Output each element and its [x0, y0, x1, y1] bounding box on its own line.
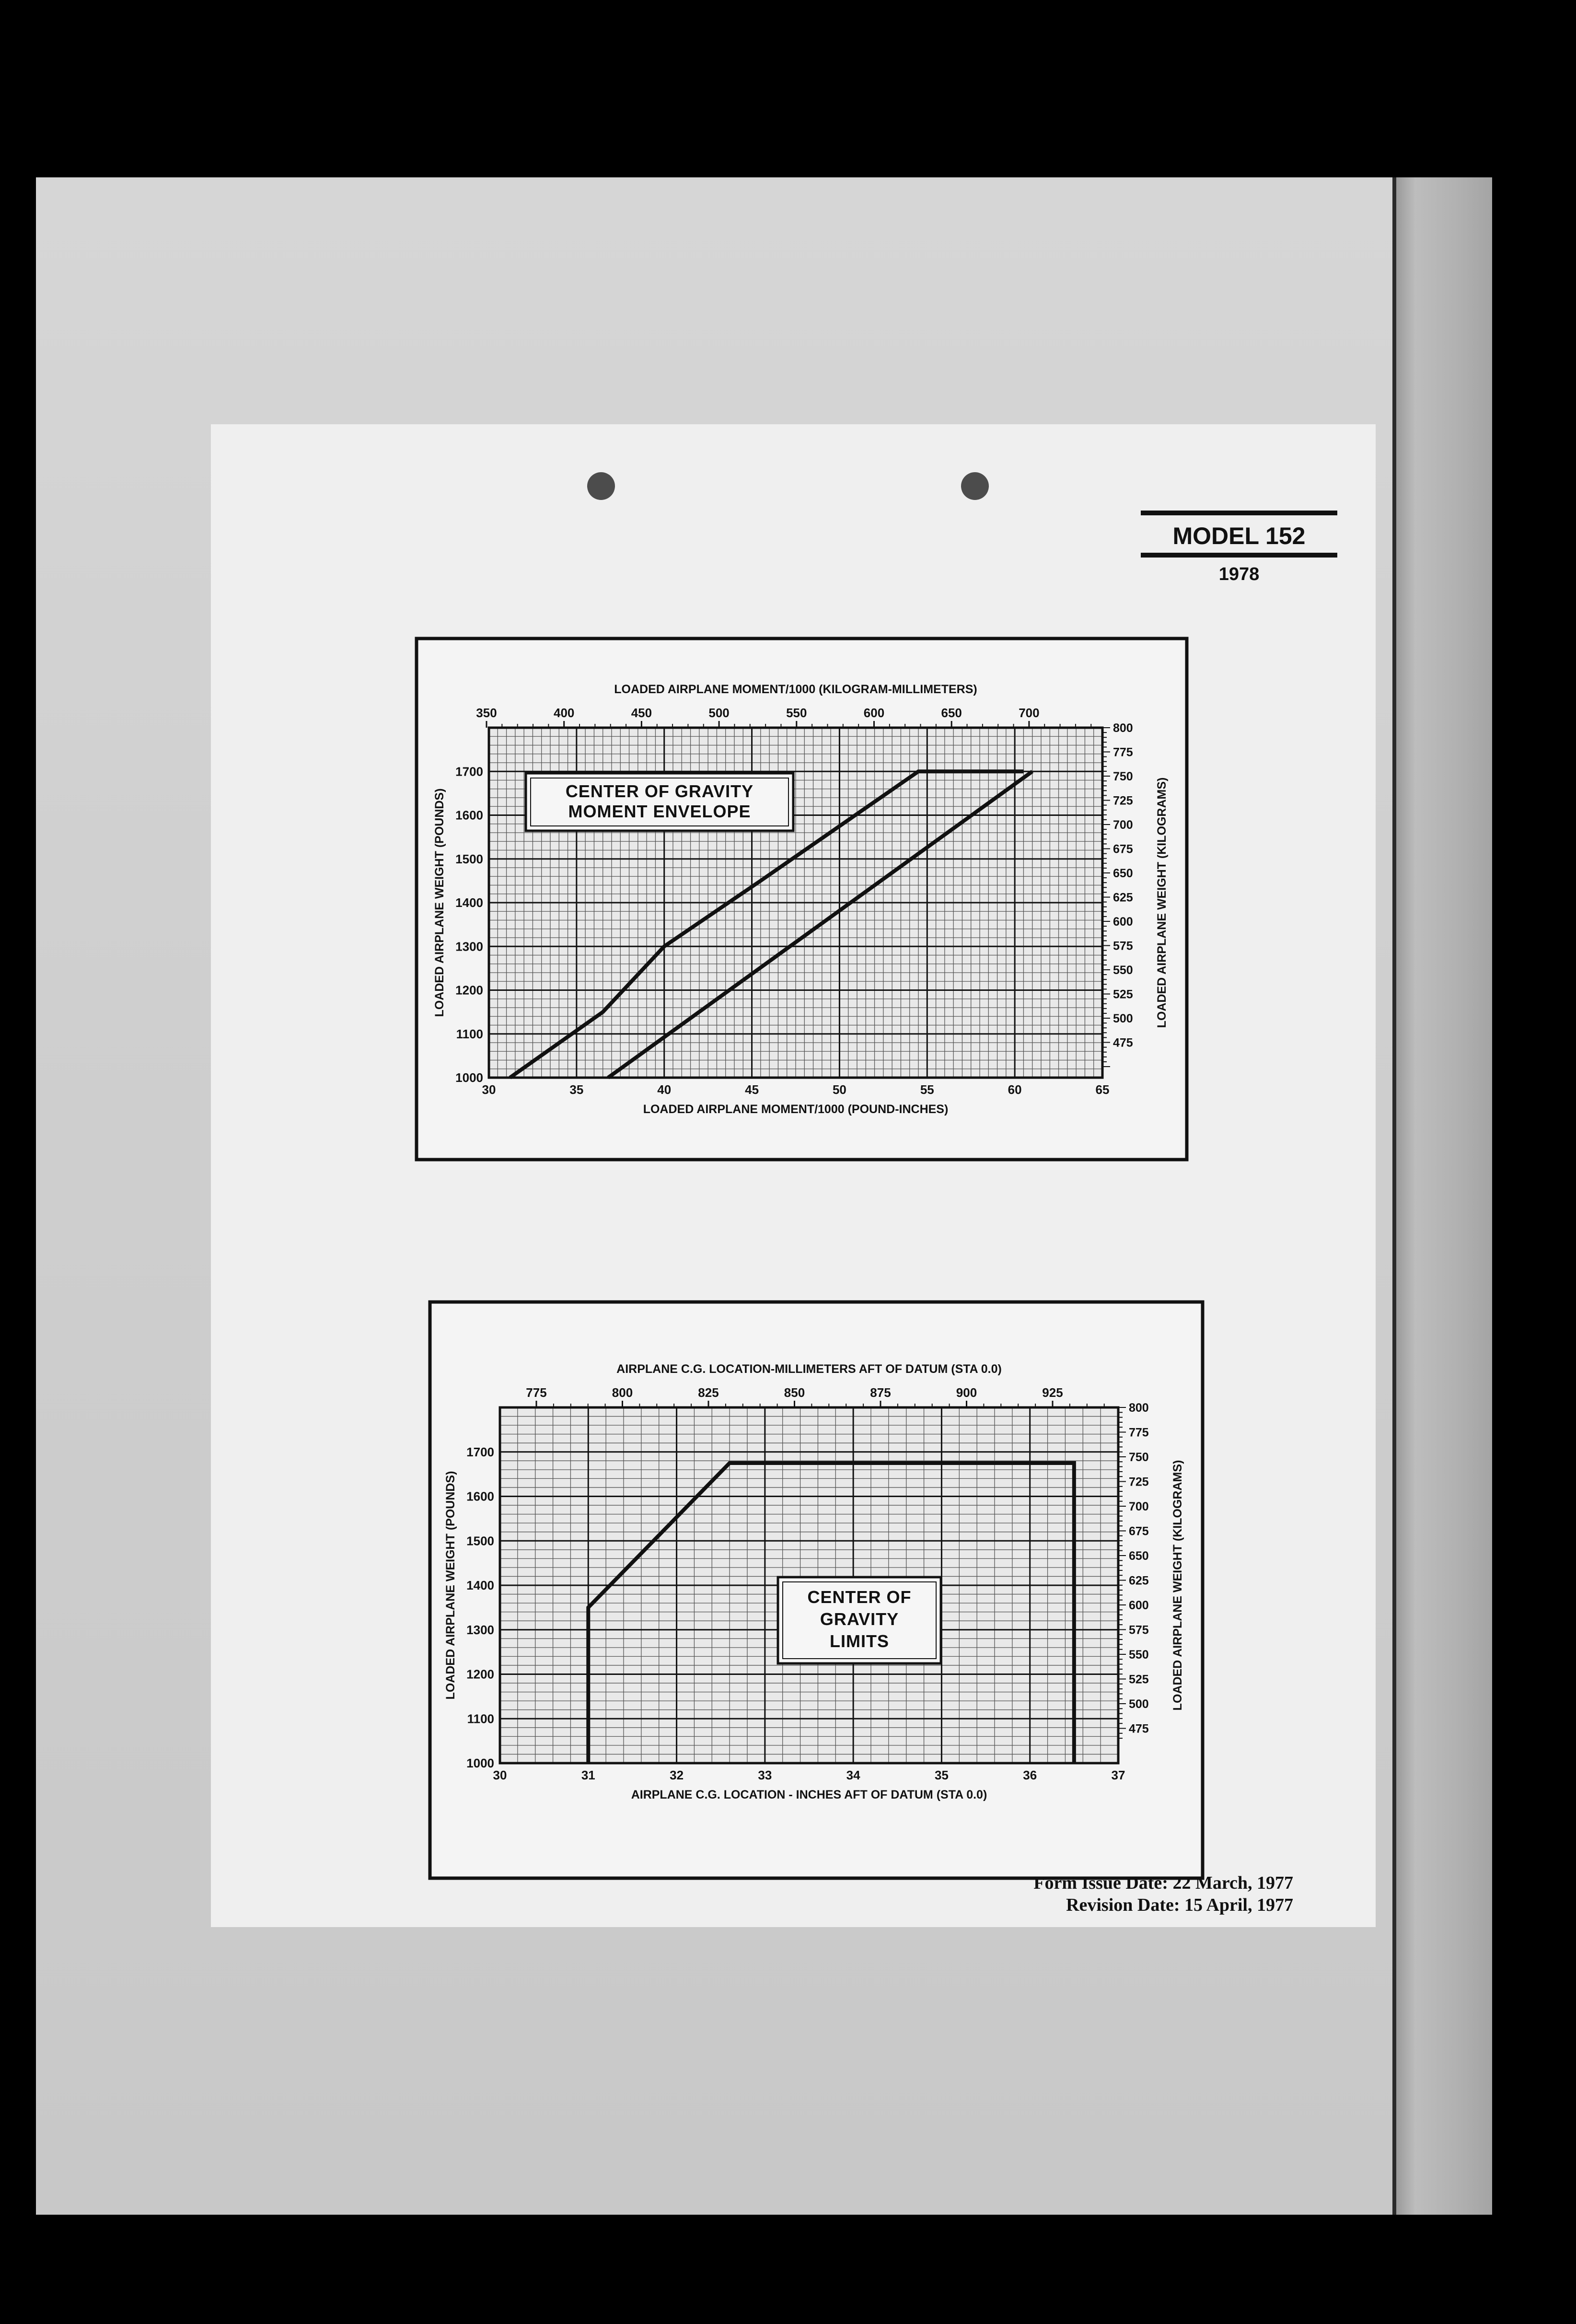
x-tick-label: 65 — [1095, 1082, 1110, 1097]
chart-title-line: CENTER OF — [807, 1587, 912, 1607]
y2-tick-label: 700 — [1129, 1500, 1149, 1513]
y2-tick-label: 700 — [1113, 818, 1133, 832]
x-tick-label: 30 — [482, 1082, 496, 1097]
y2-tick-label: 625 — [1113, 891, 1133, 905]
x-tick-label: 35 — [934, 1768, 949, 1782]
x-tick-label: 36 — [1023, 1768, 1037, 1782]
y2-tick-label: 675 — [1113, 842, 1133, 856]
y2-axis-title: LOADED AIRPLANE WEIGHT (KILOGRAMS) — [1171, 1460, 1184, 1711]
chart-title-line: GRAVITY — [820, 1609, 899, 1629]
y2-tick-label: 750 — [1129, 1451, 1149, 1464]
y-tick-label: 1600 — [455, 808, 483, 823]
x2-tick-label: 600 — [863, 706, 885, 720]
model-header — [1141, 511, 1337, 585]
punch-hole-left — [587, 472, 615, 500]
y-tick-label: 1300 — [455, 939, 483, 954]
chart-title-line: CENTER OF GRAVITY — [565, 781, 754, 801]
x2-tick-label: 400 — [554, 706, 575, 720]
x-tick-label: 45 — [745, 1082, 759, 1097]
y2-tick-label: 500 — [1129, 1697, 1149, 1711]
x-tick-label: 31 — [581, 1768, 595, 1782]
x2-axis-title: AIRPLANE C.G. LOCATION-MILLIMETERS AFT OF DATUM (STA 0.0) — [616, 1362, 1002, 1376]
x-tick-label: 35 — [569, 1082, 584, 1097]
y-tick-label: 1500 — [455, 851, 483, 866]
form-issue-date: Form Issue Date: 22 March, 1977 — [1033, 1873, 1293, 1893]
y-tick-label: 1300 — [466, 1622, 494, 1637]
chart-title-line: LIMITS — [830, 1631, 889, 1651]
header-rule-top — [1141, 511, 1337, 515]
revision-date: Revision Date: 15 April, 1977 — [1066, 1895, 1293, 1915]
model-title: MODEL 152 — [1172, 523, 1306, 549]
x2-tick-label: 350 — [476, 706, 497, 720]
y-tick-label: 1600 — [466, 1489, 494, 1504]
x2-axis-title: LOADED AIRPLANE MOMENT/1000 (KILOGRAM-MILLIMETERS) — [614, 683, 977, 696]
x2-tick-label: 875 — [870, 1385, 891, 1400]
y-tick-label: 1200 — [466, 1667, 494, 1682]
x-tick-label: 55 — [920, 1082, 934, 1097]
binder-strip — [1392, 177, 1492, 2215]
x-tick-label: 33 — [758, 1768, 772, 1782]
y-tick-label: 1100 — [467, 1711, 494, 1726]
y2-tick-label: 600 — [1113, 915, 1133, 929]
y-tick-label: 1200 — [455, 983, 483, 998]
y-tick-label: 1400 — [466, 1578, 494, 1592]
y2-tick-label: 800 — [1113, 721, 1133, 735]
y2-tick-label: 775 — [1129, 1426, 1149, 1440]
y2-tick-label: 475 — [1129, 1722, 1149, 1736]
y2-tick-label: 625 — [1129, 1574, 1149, 1588]
y2-tick-label: 550 — [1129, 1648, 1149, 1662]
chart-title-line: MOMENT ENVELOPE — [568, 802, 751, 821]
model-year: 1978 — [1218, 564, 1260, 584]
y2-tick-label: 525 — [1113, 988, 1133, 1001]
y2-tick-label: 775 — [1113, 745, 1133, 759]
y-tick-label: 1700 — [466, 1444, 494, 1459]
y2-tick-label: 675 — [1129, 1524, 1149, 1538]
y-tick-label: 1000 — [455, 1070, 483, 1085]
y2-axis-title: LOADED AIRPLANE WEIGHT (KILOGRAMS) — [1155, 777, 1169, 1028]
x2-tick-label: 850 — [784, 1385, 805, 1400]
x2-tick-label: 800 — [612, 1385, 633, 1400]
x-tick-label: 37 — [1111, 1768, 1125, 1782]
y-axis-title: LOADED AIRPLANE WEIGHT (POUNDS) — [433, 788, 446, 1017]
y2-tick-label: 500 — [1113, 1012, 1133, 1025]
y-tick-label: 1400 — [455, 895, 483, 910]
y-tick-label: 1500 — [466, 1534, 494, 1548]
x2-tick-label: 700 — [1019, 706, 1040, 720]
x2-tick-label: 900 — [956, 1385, 977, 1400]
cg-moment-envelope-chart — [415, 637, 1189, 1162]
y2-tick-label: 600 — [1129, 1599, 1149, 1612]
x2-tick-label: 825 — [698, 1385, 719, 1400]
x-tick-label: 40 — [657, 1082, 672, 1097]
y2-tick-label: 725 — [1113, 794, 1133, 808]
y-tick-label: 1700 — [455, 764, 483, 779]
x-tick-label: 60 — [1008, 1082, 1022, 1097]
x2-tick-label: 650 — [941, 706, 962, 720]
header-rule-bottom — [1141, 553, 1337, 558]
x-axis-title: LOADED AIRPLANE MOMENT/1000 (POUND-INCHES) — [643, 1103, 949, 1116]
y2-tick-label: 475 — [1113, 1036, 1133, 1050]
y2-tick-label: 800 — [1129, 1401, 1149, 1415]
x-tick-label: 30 — [493, 1768, 507, 1782]
cg-limits-chart — [428, 1300, 1205, 1880]
y2-tick-label: 725 — [1129, 1475, 1149, 1489]
x-axis-title: AIRPLANE C.G. LOCATION - INCHES AFT OF DATUM (STA 0.0) — [631, 1788, 987, 1801]
punch-hole-right — [961, 472, 989, 500]
x-tick-label: 34 — [846, 1768, 860, 1782]
x2-tick-label: 500 — [708, 706, 730, 720]
y2-tick-label: 750 — [1113, 770, 1133, 783]
x2-tick-label: 925 — [1042, 1385, 1063, 1400]
x-tick-label: 32 — [670, 1768, 684, 1782]
x2-tick-label: 775 — [526, 1385, 547, 1400]
y2-tick-label: 575 — [1129, 1623, 1149, 1637]
y-tick-label: 1100 — [456, 1026, 483, 1041]
y2-tick-label: 650 — [1113, 867, 1133, 880]
x2-tick-label: 450 — [631, 706, 652, 720]
form-dates — [1033, 1872, 1293, 1916]
y-axis-title: LOADED AIRPLANE WEIGHT (POUNDS) — [444, 1471, 457, 1700]
y2-tick-label: 525 — [1129, 1673, 1149, 1686]
y2-tick-label: 650 — [1129, 1549, 1149, 1563]
y-tick-label: 1000 — [466, 1756, 494, 1770]
x-tick-label: 50 — [832, 1082, 846, 1097]
y2-tick-label: 550 — [1113, 964, 1133, 977]
x2-tick-label: 550 — [786, 706, 807, 720]
y2-tick-label: 575 — [1113, 939, 1133, 953]
